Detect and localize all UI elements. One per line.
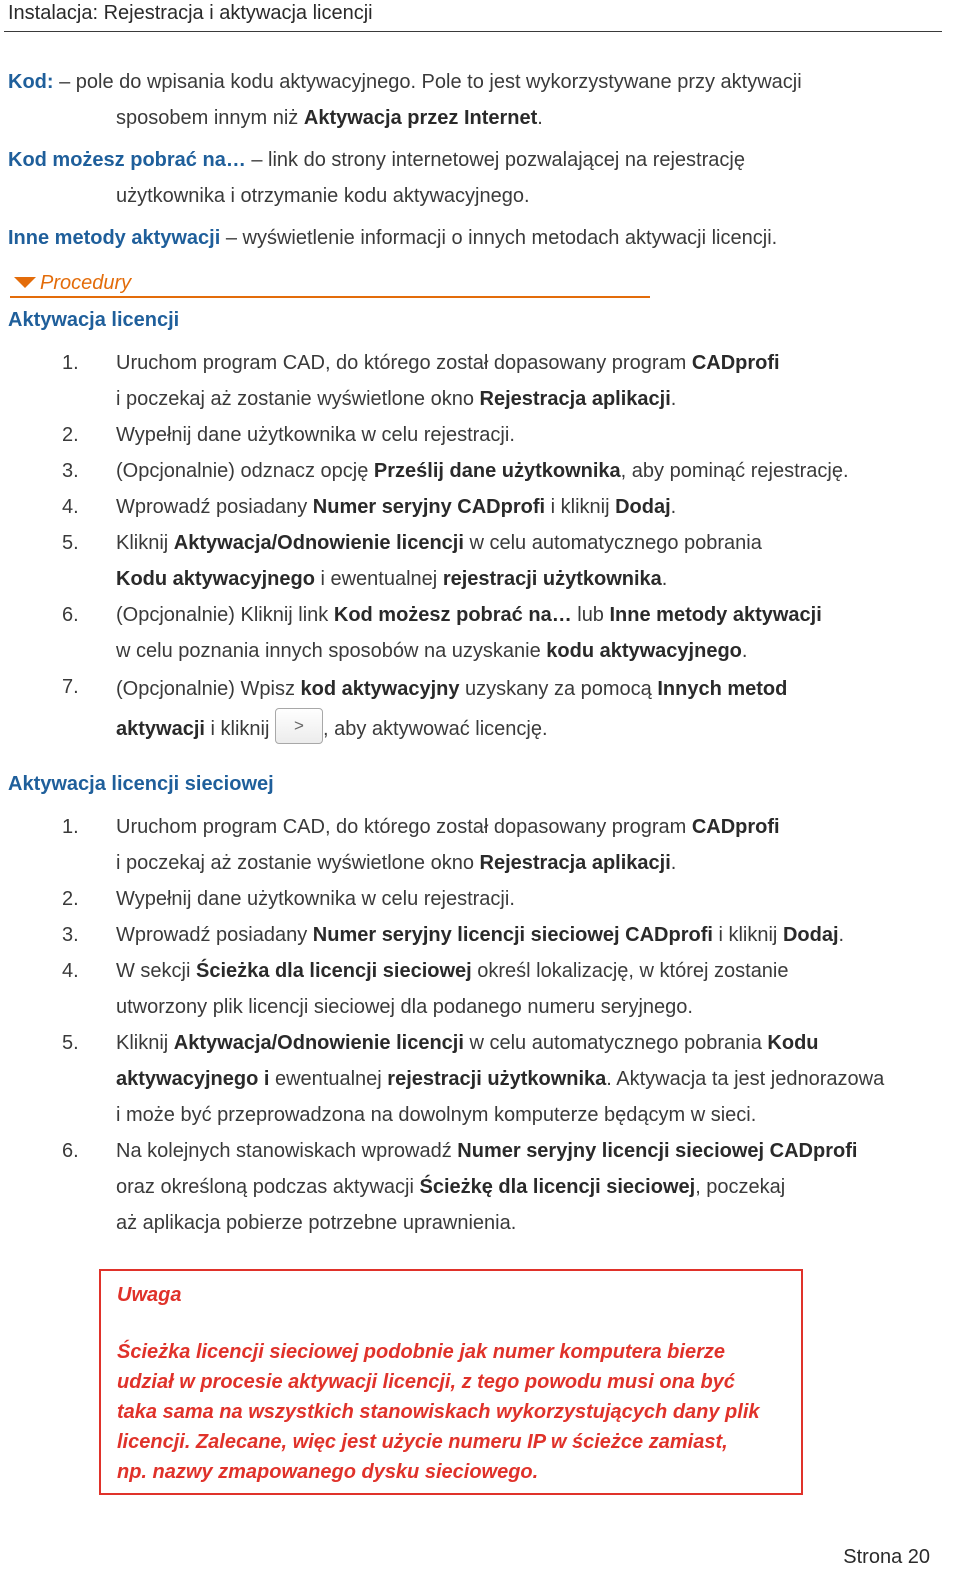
step-text: W sekcji Ścieżka dla licencji sieciowej określ lokalizację, w której zostanie utworzony plik licencji sieciowej dla podanego numeru seryjnego.	[116, 960, 789, 1018]
term-kod: Kod:	[8, 71, 54, 93]
list-item	[0, 917, 958, 953]
step-number: 7.	[62, 676, 79, 698]
step-number: 6.	[62, 604, 79, 626]
list-item	[0, 453, 958, 489]
term-inne-metody: Inne metody aktywacji	[8, 227, 221, 249]
step-number: 3.	[62, 460, 79, 482]
list-item	[0, 345, 958, 417]
procedury-toggle[interactable]	[14, 272, 654, 295]
definition-kod	[8, 64, 938, 136]
definition-continuation	[8, 100, 938, 136]
list-item	[0, 809, 958, 881]
page-header-title: Instalacja: Rejestracja i aktywacja licencji	[8, 2, 373, 24]
step-text: Na kolejnych stanowiskach wprowadź Numer seryjny licencji sieciowej CADprofi oraz określoną podczas aktywacji Ścieżkę dla licencji sieciowej, poczekaj aż aplikacja pobierze potrzebne uprawnienia.	[116, 1140, 858, 1234]
step-text: Kliknij Aktywacja/Odnowienie licencji w celu automatycznego pobrania Kodu aktywacyjnego i ewentualnej rejestracji użytkownika.	[116, 532, 762, 590]
list-item	[0, 597, 958, 669]
definition-text: – pole do wpisania kodu aktywacyjnego. Pole to jest wykorzystywane przy aktywacji	[53, 71, 802, 93]
expand-triangle-icon	[14, 277, 36, 288]
note-line: Ścieżka licencji sieciowej podobnie jak numer komputera bierze	[117, 1341, 725, 1363]
step-text: Uruchom program CAD, do którego został dopasowany program CADprofi i poczekaj aż zostanie wyświetlone okno Rejestracja aplikacji.	[116, 352, 780, 410]
section-title: Aktywacja licencji sieciowej	[8, 773, 274, 795]
step-text: (Opcjonalnie) odznacz opcję Prześlij dane użytkownika, aby pominąć rejestrację.	[116, 460, 849, 482]
term-kod-link: Kod możesz pobrać na…	[8, 149, 246, 171]
step-text: Kliknij Aktywacja/Odnowienie licencji w celu automatycznego pobrania Kodu aktywacyjnego i ewentualnej rejestracji użytkownika. Aktywacja ta jest jednorazowa i może być przeprowadzona na dowolnym komputerze będącym w sieci.	[116, 1032, 885, 1126]
step-number: 1.	[62, 352, 79, 374]
definition-kod-link	[8, 142, 938, 214]
step-text: Wypełnij dane użytkownika w celu rejestracji.	[116, 424, 515, 446]
note-body	[117, 1337, 785, 1487]
bold-term: Aktywacja przez Internet	[303, 107, 538, 129]
step-text: Wprowadź posiadany Numer seryjny licencji sieciowej CADprofi i kliknij Dodaj.	[116, 924, 845, 946]
section-title: Aktywacja licencji	[8, 309, 180, 331]
definition-text: – wyświetlenie informacji o innych metodach aktywacji licencji.	[220, 227, 778, 249]
note-line: np. nazwy zmapowanego dysku sieciowego.	[117, 1461, 539, 1483]
definition-text: sposobem innym niż	[116, 107, 304, 129]
steps-list	[0, 809, 958, 1241]
step-number: 2.	[62, 888, 79, 910]
list-item	[0, 1133, 958, 1241]
warning-note-box	[99, 1269, 803, 1495]
activate-arrow-button[interactable]: >	[275, 708, 323, 744]
step-text: Wypełnij dane użytkownika w celu rejestracji.	[116, 888, 515, 910]
step-number: 6.	[62, 1140, 79, 1162]
step-text: (Opcjonalnie) Wpisz kod aktywacyjny uzyskany za pomocą Innych metod aktywacji i kliknij > , aby aktywować licencję.	[116, 669, 958, 749]
step-text: Wprowadź posiadany Numer seryjny CADprofi i kliknij Dodaj.	[116, 496, 677, 518]
step-number: 3.	[62, 924, 79, 946]
page-number: Strona 20	[843, 1546, 930, 1568]
note-line: udział w procesie aktywacji licencji, z tego powodu musi ona być	[117, 1371, 735, 1393]
procedury-divider	[10, 296, 650, 298]
note-title: Uwaga	[117, 1284, 182, 1306]
list-item	[0, 953, 958, 1025]
step-text: (Opcjonalnie) Kliknij link Kod możesz pobrać na… lub Inne metody aktywacji w celu poznania innych sposobów na uzyskanie kodu aktywacyjnego.	[116, 604, 822, 662]
step-number: 4.	[62, 496, 79, 518]
definition-text: – link do strony internetowej pozwalającej na rejestrację	[245, 149, 745, 171]
note-line: taka sama na wszystkich stanowiskach wykorzystujących dany plik	[117, 1401, 760, 1423]
definition-continuation: użytkownika i otrzymanie kodu aktywacyjnego.	[116, 185, 530, 207]
procedury-label: Procedury	[40, 272, 132, 294]
step-number: 4.	[62, 960, 79, 982]
header-divider	[4, 31, 942, 32]
list-item	[0, 417, 958, 453]
step-number: 5.	[62, 532, 79, 554]
list-item	[0, 489, 958, 525]
list-item	[0, 669, 958, 749]
list-item	[0, 881, 958, 917]
step-text: Uruchom program CAD, do którego został dopasowany program CADprofi i poczekaj aż zostanie wyświetlone okno Rejestracja aplikacji.	[116, 816, 780, 874]
list-item	[0, 1025, 958, 1133]
step-number: 2.	[62, 424, 79, 446]
step-number: 1.	[62, 816, 79, 838]
definition-inne-metody	[8, 220, 938, 256]
step-number: 5.	[62, 1032, 79, 1054]
definition-text: .	[537, 107, 543, 129]
note-line: licencji. Zalecane, więc jest użycie numeru IP w ścieżce zamiast,	[117, 1431, 728, 1453]
steps-list	[0, 345, 958, 749]
list-item	[0, 525, 958, 597]
